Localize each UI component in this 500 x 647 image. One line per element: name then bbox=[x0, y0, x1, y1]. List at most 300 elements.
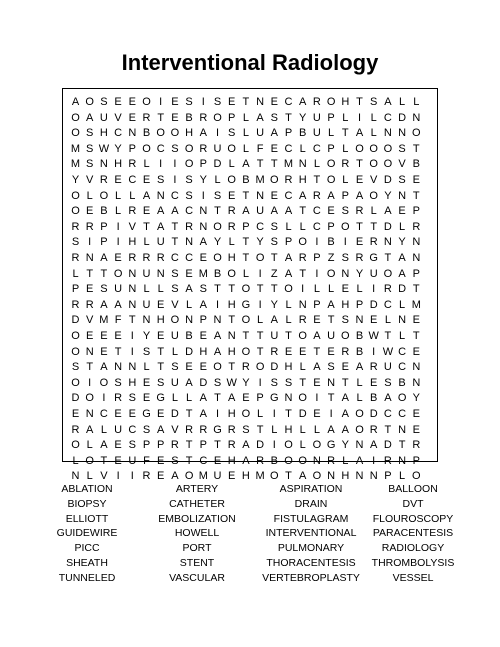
grid-letter: Y bbox=[341, 439, 349, 452]
grid-letter: N bbox=[327, 470, 336, 483]
grid-letter: T bbox=[128, 314, 136, 327]
grid-letter: S bbox=[199, 283, 207, 296]
grid-letter: S bbox=[213, 96, 222, 108]
grid-letter: V bbox=[100, 470, 108, 483]
grid-letter: T bbox=[256, 423, 264, 436]
grid-letter: L bbox=[299, 142, 306, 155]
grid-letter: C bbox=[99, 408, 108, 420]
grid-letter: C bbox=[170, 189, 179, 202]
grid-letter: H bbox=[241, 470, 250, 483]
grid-letter: S bbox=[398, 142, 406, 155]
word-list-item: VERTEBROPLASTY bbox=[262, 571, 360, 584]
grid-letter: A bbox=[299, 96, 307, 108]
word-list-item: ARTERY bbox=[175, 483, 219, 495]
grid-letter: N bbox=[128, 127, 137, 140]
grid-letter: S bbox=[100, 283, 108, 296]
grid-letter: E bbox=[114, 330, 122, 342]
grid-letter: C bbox=[284, 96, 293, 108]
word-list-item: VASCULAR bbox=[169, 571, 225, 584]
grid-letter: A bbox=[157, 205, 165, 218]
grid-letter: L bbox=[143, 236, 150, 249]
grid-letter: H bbox=[341, 96, 350, 108]
grid-letter: S bbox=[128, 392, 136, 405]
grid-letter: S bbox=[270, 111, 278, 124]
grid-letter: N bbox=[128, 267, 137, 280]
grid-letter: R bbox=[71, 220, 80, 233]
grid-letter: A bbox=[157, 220, 165, 233]
grid-letter: I bbox=[272, 439, 276, 452]
grid-letter: S bbox=[142, 423, 151, 436]
grid-letter: D bbox=[383, 220, 392, 233]
grid-letter: O bbox=[71, 345, 80, 358]
grid-letter: E bbox=[185, 267, 193, 280]
grid-letter: L bbox=[285, 220, 292, 233]
grid-letter: B bbox=[270, 454, 278, 467]
grid-letter: N bbox=[114, 361, 123, 374]
grid-letter: O bbox=[241, 345, 251, 358]
grid-letter: E bbox=[157, 454, 165, 467]
grid-letter: E bbox=[355, 174, 364, 186]
grid-letter: Y bbox=[142, 330, 151, 342]
grid-letter: G bbox=[369, 252, 378, 264]
grid-letter: E bbox=[199, 361, 207, 374]
grid-letter: N bbox=[85, 252, 94, 264]
grid-letter: O bbox=[326, 158, 336, 171]
grid-letter: Y bbox=[270, 298, 278, 311]
grid-letter: R bbox=[312, 189, 321, 202]
grid-letter: U bbox=[170, 330, 179, 342]
grid-letter: V bbox=[398, 158, 406, 171]
grid-letter: T bbox=[341, 376, 349, 389]
grid-letter: B bbox=[412, 158, 420, 171]
grid-letter: F bbox=[143, 454, 150, 467]
grid-letter: S bbox=[71, 236, 80, 249]
grid-letter: E bbox=[157, 330, 165, 342]
grid-letter: I bbox=[301, 283, 305, 296]
grid-letter: I bbox=[130, 345, 134, 358]
grid-letter: T bbox=[313, 174, 321, 186]
grid-letter: O bbox=[227, 142, 236, 155]
grid-letter: O bbox=[85, 96, 94, 108]
grid-letter: R bbox=[270, 345, 279, 358]
grid-letter: Z bbox=[270, 267, 278, 280]
grid-letter: R bbox=[142, 470, 151, 483]
grid-letter: O bbox=[298, 236, 307, 249]
grid-letter: Y bbox=[242, 376, 250, 389]
grid-letter: I bbox=[315, 236, 319, 249]
grid-letter: O bbox=[213, 252, 222, 264]
grid-letter: B bbox=[398, 376, 406, 389]
grid-letter: N bbox=[398, 127, 407, 140]
grid-letter: L bbox=[86, 189, 93, 202]
grid-letter: S bbox=[327, 361, 335, 374]
grid-letter: E bbox=[370, 376, 378, 389]
grid-letter: B bbox=[100, 205, 108, 218]
grid-letter: S bbox=[213, 189, 222, 202]
grid-letter: C bbox=[185, 252, 194, 264]
grid-letter: O bbox=[213, 361, 222, 374]
grid-letter: S bbox=[242, 423, 250, 436]
word-list-item: THROMBOLYSIS bbox=[371, 557, 455, 569]
grid-letter: A bbox=[199, 392, 207, 405]
grid-letter: L bbox=[370, 205, 377, 218]
grid-letter: R bbox=[412, 439, 421, 452]
grid-letter: E bbox=[270, 96, 278, 108]
grid-letter: E bbox=[86, 330, 94, 342]
grid-letter: N bbox=[312, 454, 321, 467]
grid-letter: I bbox=[173, 158, 177, 171]
grid-letter: N bbox=[85, 345, 94, 358]
grid-letter: R bbox=[383, 454, 392, 467]
grid-letter: R bbox=[71, 298, 80, 311]
grid-letter: C bbox=[312, 142, 321, 155]
grid-letter: O bbox=[369, 189, 378, 202]
grid-letter: W bbox=[226, 376, 237, 389]
grid-letter: T bbox=[242, 252, 250, 264]
grid-letter: L bbox=[299, 361, 306, 374]
grid-letter: R bbox=[227, 220, 236, 233]
grid-letter: N bbox=[341, 267, 350, 280]
grid-letter: A bbox=[228, 392, 236, 405]
grid-letter: S bbox=[213, 376, 222, 389]
grid-letter: A bbox=[341, 408, 349, 420]
grid-letter: E bbox=[412, 423, 420, 436]
grid-letter: E bbox=[228, 96, 236, 108]
grid-letter: R bbox=[355, 252, 364, 264]
grid-letter: A bbox=[71, 96, 80, 108]
grid-letter: L bbox=[384, 314, 391, 327]
grid-letter: R bbox=[199, 111, 208, 124]
grid-letter: E bbox=[142, 376, 151, 389]
grid-letter: U bbox=[213, 142, 222, 155]
grid-letter: E bbox=[128, 408, 136, 420]
grid-letter: G bbox=[270, 392, 279, 405]
grid-letter: T bbox=[114, 345, 122, 358]
grid-letter: T bbox=[228, 361, 236, 374]
grid-letter: A bbox=[86, 111, 94, 124]
grid-letter: U bbox=[142, 267, 151, 280]
grid-letter: R bbox=[227, 205, 236, 218]
grid-letter: A bbox=[327, 423, 335, 436]
grid-letter: D bbox=[369, 298, 378, 311]
grid-letter: R bbox=[355, 205, 364, 218]
grid-letter: V bbox=[171, 423, 179, 436]
grid-letter: N bbox=[298, 298, 307, 311]
grid-letter: B bbox=[299, 127, 307, 140]
grid-letter: O bbox=[71, 330, 80, 342]
grid-letter: O bbox=[184, 142, 194, 155]
grid-letter: C bbox=[284, 189, 293, 202]
grid-letter: A bbox=[100, 298, 108, 311]
grid-letter: N bbox=[398, 423, 407, 436]
grid-letter: L bbox=[242, 111, 249, 124]
grid-letter: C bbox=[398, 408, 407, 420]
grid-letter: E bbox=[313, 408, 321, 420]
grid-letter: E bbox=[114, 174, 122, 186]
grid-letter: E bbox=[398, 205, 406, 218]
grid-letter: U bbox=[156, 236, 165, 249]
grid-letter: T bbox=[327, 314, 335, 327]
grid-letter: P bbox=[128, 142, 136, 155]
grid-letter: R bbox=[412, 220, 421, 233]
word-list-item: PULMONARY bbox=[277, 542, 345, 555]
grid-letter: A bbox=[270, 205, 278, 218]
grid-letter: L bbox=[129, 189, 136, 202]
grid-letter: B bbox=[242, 174, 250, 186]
grid-letter: O bbox=[170, 314, 180, 327]
grid-letter: R bbox=[227, 423, 236, 436]
grid-letter: I bbox=[329, 408, 333, 420]
grid-letter: S bbox=[398, 174, 406, 186]
grid-letter: P bbox=[284, 236, 293, 249]
grid-letter: T bbox=[242, 330, 250, 342]
grid-letter: D bbox=[71, 314, 80, 327]
grid-letter: E bbox=[412, 314, 420, 327]
grid-letter: U bbox=[256, 127, 265, 140]
grid-letter: O bbox=[355, 408, 364, 420]
grid-letter: O bbox=[312, 439, 322, 452]
grid-letter: R bbox=[312, 96, 321, 108]
grid-letter: N bbox=[71, 470, 80, 483]
grid-letter: N bbox=[412, 236, 421, 249]
grid-letter: I bbox=[159, 96, 163, 108]
grid-letter: B bbox=[213, 267, 222, 280]
grid-letter: A bbox=[355, 361, 364, 374]
grid-letter: N bbox=[355, 470, 364, 483]
grid-letter: L bbox=[399, 298, 406, 311]
grid-letter: O bbox=[241, 314, 251, 327]
grid-letter: I bbox=[372, 345, 376, 358]
grid-letter: I bbox=[315, 392, 319, 405]
grid-letter: A bbox=[284, 267, 293, 280]
grid-letter: D bbox=[298, 408, 307, 420]
grid-letter: L bbox=[356, 283, 363, 296]
grid-letter: D bbox=[185, 345, 194, 358]
grid-letter: E bbox=[228, 189, 236, 202]
grid-letter: T bbox=[100, 454, 108, 467]
grid-letter: O bbox=[71, 376, 80, 389]
grid-letter: S bbox=[270, 376, 278, 389]
grid-letter: N bbox=[213, 314, 222, 327]
grid-letter: E bbox=[370, 314, 378, 327]
grid-letter: T bbox=[398, 439, 406, 452]
grid-letter: L bbox=[399, 220, 406, 233]
grid-letter: A bbox=[213, 330, 222, 342]
grid-letter: O bbox=[284, 439, 293, 452]
grid-letter: D bbox=[71, 392, 80, 405]
grid-letter: E bbox=[199, 330, 207, 342]
grid-letter: D bbox=[383, 439, 392, 452]
grid-letter: A bbox=[242, 158, 250, 171]
grid-letter: Z bbox=[327, 252, 335, 264]
grid-letter: A bbox=[171, 205, 179, 218]
word-list-item: PORT bbox=[182, 542, 212, 555]
grid-letter: E bbox=[128, 111, 136, 124]
grid-letter: C bbox=[199, 454, 208, 467]
grid-letter: E bbox=[128, 96, 136, 108]
grid-letter: A bbox=[313, 330, 321, 342]
grid-letter: P bbox=[228, 111, 236, 124]
grid-letter: E bbox=[114, 454, 122, 467]
grid-letter: Y bbox=[71, 174, 80, 186]
grid-letter: T bbox=[242, 96, 250, 108]
grid-letter: M bbox=[198, 470, 208, 483]
grid-letter: E bbox=[171, 96, 179, 108]
grid-letter: V bbox=[370, 174, 378, 186]
grid-letter: O bbox=[113, 267, 123, 280]
grid-letter: V bbox=[114, 111, 122, 124]
grid-letter: O bbox=[184, 158, 194, 171]
grid-letter: S bbox=[341, 252, 349, 264]
grid-letter: L bbox=[370, 111, 377, 124]
grid-letter: N bbox=[199, 205, 208, 218]
grid-letter: H bbox=[99, 127, 108, 140]
grid-letter: R bbox=[256, 454, 265, 467]
grid-letter: E bbox=[213, 454, 222, 467]
grid-letter: R bbox=[383, 283, 392, 296]
grid-letter: E bbox=[114, 96, 122, 108]
grid-letter: U bbox=[312, 111, 321, 124]
grid-letter: I bbox=[116, 220, 120, 233]
grid-letter: T bbox=[228, 314, 236, 327]
grid-letter: Y bbox=[114, 142, 122, 155]
grid-letter: S bbox=[228, 127, 236, 140]
grid-letter: D bbox=[270, 361, 279, 374]
grid-letter: P bbox=[412, 454, 420, 467]
grid-letter: P bbox=[100, 236, 108, 249]
grid-letter: S bbox=[171, 283, 179, 296]
grid-letter: D bbox=[398, 111, 407, 124]
grid-letter: R bbox=[341, 158, 350, 171]
grid-letter: P bbox=[256, 392, 264, 405]
grid-letter: M bbox=[255, 470, 265, 483]
grid-letter: R bbox=[71, 252, 80, 264]
grid-letter: N bbox=[256, 189, 265, 202]
grid-letter: O bbox=[341, 330, 350, 342]
grid-letter: T bbox=[157, 345, 165, 358]
grid-letter: R bbox=[71, 423, 80, 436]
grid-letter: N bbox=[256, 96, 265, 108]
grid-letter: N bbox=[99, 158, 108, 171]
grid-letter: I bbox=[88, 376, 92, 389]
grid-letter: T bbox=[299, 267, 307, 280]
grid-letter: N bbox=[156, 267, 165, 280]
grid-letter: B bbox=[370, 392, 378, 405]
grid-letter: L bbox=[342, 174, 349, 186]
grid-letter: L bbox=[242, 267, 249, 280]
grid-letter: I bbox=[272, 408, 276, 420]
grid-letter: R bbox=[185, 220, 194, 233]
word-list-item: EMBOLIZATION bbox=[158, 512, 236, 525]
grid-letter: R bbox=[241, 361, 250, 374]
grid-letter: S bbox=[270, 236, 278, 249]
grid-letter: I bbox=[159, 158, 163, 171]
grid-letter: N bbox=[128, 361, 137, 374]
grid-letter: O bbox=[383, 142, 393, 155]
grid-letter: R bbox=[142, 111, 151, 124]
word-list-item: STENT bbox=[179, 557, 215, 569]
grid-letter: T bbox=[370, 220, 378, 233]
grid-letter: A bbox=[185, 283, 193, 296]
grid-letter: T bbox=[341, 127, 349, 140]
grid-letter: D bbox=[383, 174, 392, 186]
grid-letter: S bbox=[185, 96, 193, 108]
grid-letter: P bbox=[142, 439, 151, 452]
grid-letter: N bbox=[227, 330, 236, 342]
grid-letter: H bbox=[128, 376, 137, 389]
grid-letter: O bbox=[312, 470, 322, 483]
grid-letter: L bbox=[257, 314, 264, 327]
grid-letter: O bbox=[369, 158, 378, 171]
grid-letter: L bbox=[242, 127, 249, 140]
grid-letter: P bbox=[100, 220, 108, 233]
grid-letter: E bbox=[142, 174, 151, 186]
grid-letter: S bbox=[341, 314, 349, 327]
grid-letter: G bbox=[241, 298, 251, 311]
grid-letter: L bbox=[370, 127, 377, 140]
grid-letter: O bbox=[298, 454, 307, 467]
grid-letter: G bbox=[156, 392, 165, 405]
grid-letter: E bbox=[114, 252, 122, 264]
grid-letter: L bbox=[399, 330, 406, 342]
grid-letter: O bbox=[383, 158, 393, 171]
grid-letter: D bbox=[170, 408, 179, 420]
grid-letter: C bbox=[256, 220, 265, 233]
grid-letter: I bbox=[116, 236, 120, 249]
grid-letter: L bbox=[72, 267, 79, 280]
grid-letter: S bbox=[71, 361, 80, 374]
grid-letter: H bbox=[227, 298, 236, 311]
grid-letter: L bbox=[313, 283, 320, 296]
grid-letter: S bbox=[157, 376, 165, 389]
grid-letter: U bbox=[170, 376, 179, 389]
grid-letter: E bbox=[327, 345, 335, 358]
grid-letter: O bbox=[383, 267, 393, 280]
grid-letter: L bbox=[328, 283, 335, 296]
grid-letter: E bbox=[341, 361, 349, 374]
grid-letter: P bbox=[313, 298, 321, 311]
grid-letter: A bbox=[384, 96, 392, 108]
grid-letter: A bbox=[171, 470, 179, 483]
grid-letter: E bbox=[412, 174, 420, 186]
grid-letter: N bbox=[327, 376, 336, 389]
grid-letter: T bbox=[214, 205, 221, 218]
grid-letter: P bbox=[284, 127, 293, 140]
grid-letter: P bbox=[71, 283, 80, 296]
grid-letter: E bbox=[142, 392, 151, 405]
grid-letter: O bbox=[71, 111, 80, 124]
word-list-item: DVT bbox=[402, 497, 424, 510]
grid-letter: T bbox=[185, 439, 193, 452]
grid-letter: F bbox=[114, 314, 122, 327]
grid-letter: E bbox=[228, 470, 236, 483]
page-title: Interventional Radiology bbox=[121, 50, 379, 75]
grid-letter: E bbox=[412, 345, 420, 358]
grid-letter: H bbox=[341, 470, 350, 483]
grid-letter: I bbox=[102, 392, 106, 405]
grid-letter: T bbox=[299, 205, 307, 218]
word-list-item: INTERVENTIONAL bbox=[265, 527, 357, 540]
grid-letter: N bbox=[128, 298, 137, 311]
grid-letter: T bbox=[242, 236, 250, 249]
grid-letter: A bbox=[299, 189, 307, 202]
grid-letter: H bbox=[185, 127, 194, 140]
grid-letter: A bbox=[341, 392, 349, 405]
grid-letter: U bbox=[128, 454, 137, 467]
grid-letter: E bbox=[86, 283, 94, 296]
grid-letter: U bbox=[99, 111, 108, 124]
grid-letter: O bbox=[156, 127, 165, 140]
